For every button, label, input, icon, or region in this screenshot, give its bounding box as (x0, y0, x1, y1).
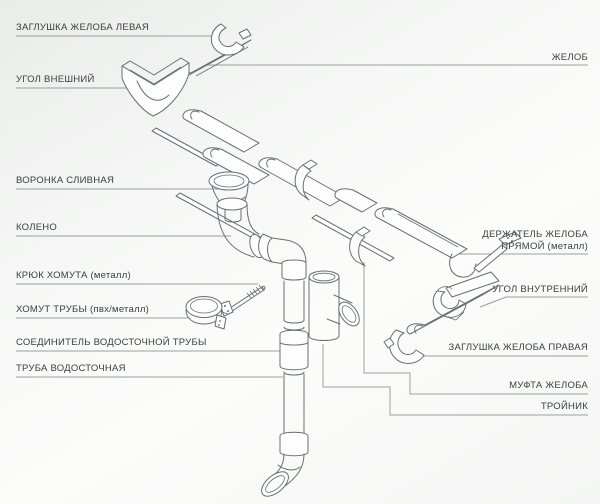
downpipe-drawing (257, 281, 308, 501)
label-khomut-truby: ХОМУТ ТРУБЫ (пвх/металл) (16, 304, 150, 315)
inner-corner-drawing (433, 272, 499, 320)
label-kryuk-khomuta: КРЮК ХОМУТА (металл) (16, 270, 131, 281)
leader-ugol-vnutrenniy (480, 297, 588, 307)
gutter-end-cap-left-drawing (211, 24, 251, 55)
label-ugol-vneshniy: УГОЛ ВНЕШНИЙ (16, 74, 95, 85)
tee-drawing (309, 271, 363, 341)
label-zaglushka-zheloba-pravaya: ЗАГЛУШКА ЖЕЛОБА ПРАВАЯ (448, 342, 588, 353)
label-koleno: КОЛЕНО (16, 222, 58, 233)
label-troynik: ТРОЙНИК (540, 401, 588, 412)
label-ugol-vnutrenniy: УГОЛ ВНУТРЕННИЙ (492, 284, 588, 295)
pipe-connector-drawing (280, 330, 308, 370)
label-derzhatel-line1: ДЕРЖАТЕЛЬ ЖЕЛОБА (482, 229, 588, 240)
label-zhelob: ЖЕЛОБ (551, 52, 588, 63)
diagram-illustration (122, 24, 521, 501)
label-soedinitel: СОЕДИНИТЕЛЬ ВОДОСТОЧНОЙ ТРУБЫ (16, 337, 207, 348)
pipe-clamp-drawing (186, 297, 228, 330)
label-zaglushka-zheloba-levaya: ЗАГЛУШКА ЖЕЛОБА ЛЕВАЯ (16, 22, 149, 33)
label-voronka-slivnaya: ВОРОНКА СЛИВНАЯ (16, 175, 115, 186)
label-mufta-zheloba: МУФТА ЖЕЛОБА (509, 380, 588, 391)
label-derzhatel-line2: ПРЯМОЙ (металл) (501, 240, 588, 252)
elbow-drawing (217, 198, 306, 280)
outer-corner-drawing (122, 58, 189, 116)
clamp-hook-drawing (220, 285, 265, 316)
label-derzhatel-zheloba (482, 229, 588, 252)
label-truba-vodostochnaya: ТРУБА ВОДОСТОЧНАЯ (16, 363, 126, 374)
